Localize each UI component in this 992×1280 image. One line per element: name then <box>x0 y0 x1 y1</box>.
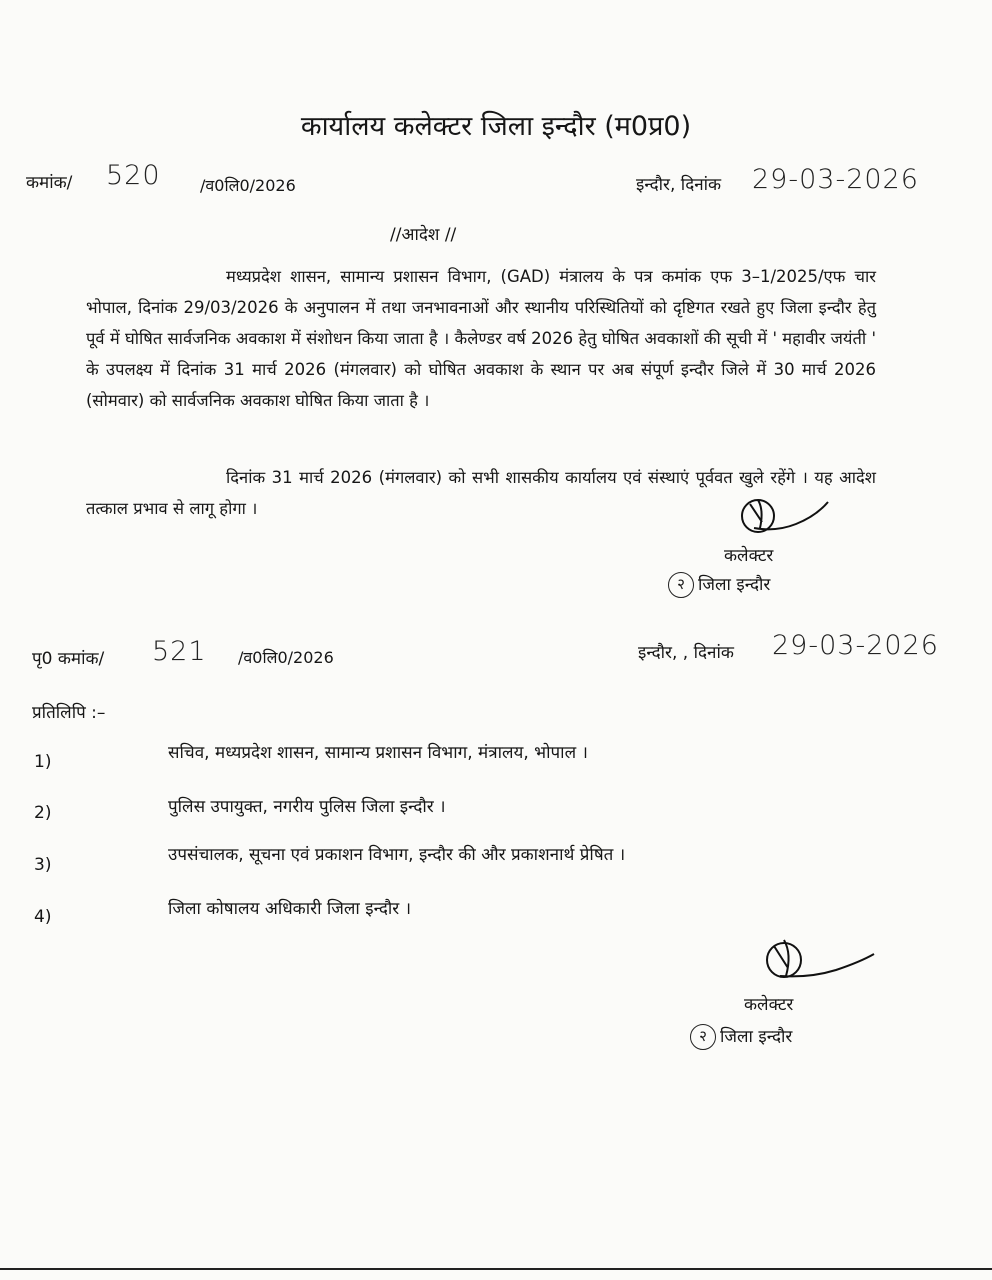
recipient-text: उपसंचालक, सूचना एवं प्रकाशन विभाग, इन्दौर की और प्रकाशनार्थ प्रेषित । <box>168 845 626 865</box>
signatory-designation-1: कलेक्टर <box>724 546 774 566</box>
recipient-text: सचिव, मध्यप्रदेश शासन, सामान्य प्रशासन विभाग, मंत्रालय, भोपाल । <box>168 743 588 763</box>
order-paragraph-2: दिनांक 31 मार्च 2026 (मंगलवार) को सभी शासकीय कार्यालय एवं संस्थाएं पूर्ववत खुले रहेंगे । यह आदेश तत्काल प्रभाव से लागू होगा । <box>86 468 876 518</box>
signatory-district-1 <box>668 572 770 598</box>
endorsement-no-suffix: /व0लि0/2026 <box>238 648 334 667</box>
order-no-suffix: /व0लि0/2026 <box>200 176 296 195</box>
place-date-label: इन्दौर, दिनांक <box>636 175 722 195</box>
recipient-number: 1) <box>34 752 52 772</box>
signatory-district-text-2: जिला इन्दौर <box>720 1027 793 1047</box>
endorsement-no-handwritten: 521 <box>152 636 207 667</box>
page-bottom-edge <box>0 1268 992 1270</box>
office-title: कार्यालय कलेक्टर जिला इन्दौर (म0प्र0) <box>300 111 692 142</box>
signature-mark-1 <box>736 488 836 548</box>
order-no-label: कमांक/ <box>26 173 73 193</box>
recipient-number: 2) <box>34 803 52 823</box>
endorsement-no-label: पृ0 कमांक/ <box>32 649 105 669</box>
copy-to-label: प्रतिलिपि :– <box>32 703 106 723</box>
endorsement-date-handwritten: 29-03-2026 <box>772 630 939 661</box>
recipient-number: 4) <box>34 907 52 927</box>
recipient-text: पुलिस उपायुक्त, नगरीय पुलिस जिला इन्दौर । <box>168 797 446 817</box>
signatory-district-2 <box>690 1024 792 1050</box>
recipient-number: 3) <box>34 855 52 875</box>
circled-number-stamp-1: २ <box>668 572 694 598</box>
endorsement-place-date-label: इन्दौर, , दिनांक <box>638 643 734 663</box>
circled-number-stamp-2: २ <box>690 1024 716 1050</box>
signature-mark-2 <box>760 932 880 992</box>
order-date-handwritten: 29-03-2026 <box>752 164 919 195</box>
order-paragraph-1: मध्यप्रदेश शासन, सामान्य प्रशासन विभाग, (GAD) मंत्रालय के पत्र कमांक एफ 3–1/2025/एफ चार भोपाल, दिनांक 29/03/2026 के अनुपालन में तथा जनभावनाओं और स्थानीय परिस्थितियों को दृष्टिगत रखते हुए जिला इन्दौर हेतु पूर्व में घोषित सार्वजनिक अवकाश में संशोधन किया जाता है । कैलेण्डर वर्ष 2026 हेतु घोषित अवकाशों की सूची में ' महावीर जयंती ' के उपलक्ष्य में दिनांक 31 मार्च 2026 (मंगलवार) को घोषित अवकाश के स्थान पर अब संपूर्ण इन्दौर जिले में 30 मार्च 2026 (सोमवार) को सार्वजनिक अवकाश घोषित किया जाता है । <box>86 267 876 410</box>
signatory-district-text-1: जिला इन्दौर <box>698 575 771 595</box>
order-heading: //आदेश // <box>390 225 457 245</box>
order-no-handwritten: 520 <box>106 160 161 191</box>
signatory-designation-2: कलेक्टर <box>744 995 794 1015</box>
recipient-text: जिला कोषालय अधिकारी जिला इन्दौर । <box>168 899 412 919</box>
